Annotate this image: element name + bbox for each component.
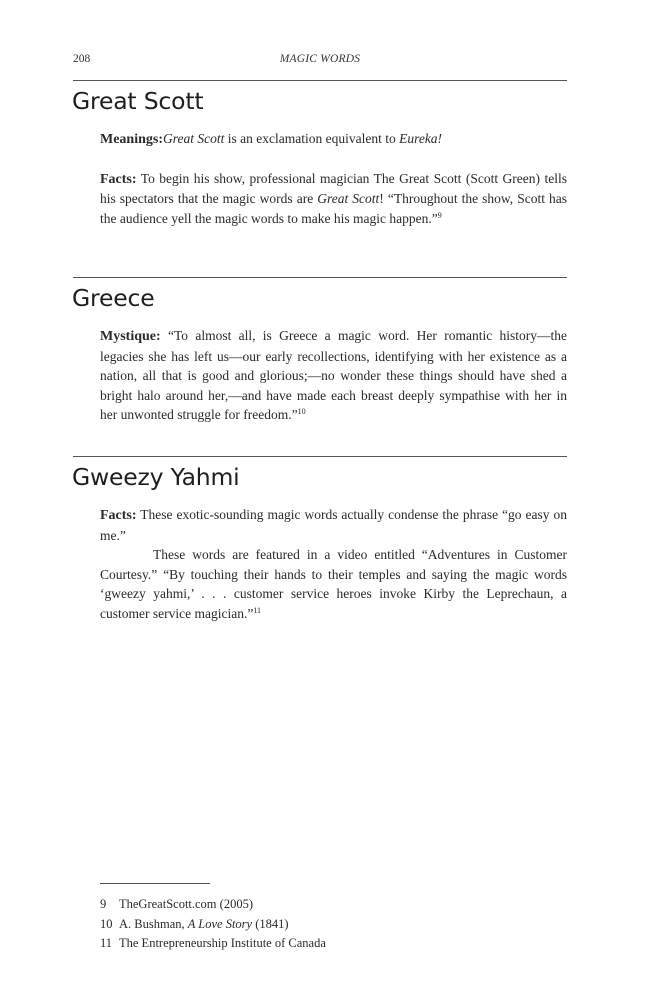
entry-body: [100, 129, 567, 228]
text-run: These words are featured in a video entitled “Adventures in Customer Courtesy.” “By touching their hands to their temples and saying the magic words ‘gweezy yahmi,’ . . . customer service heroes invoke Kirby the Leprechaun, a customer service magician.”: [100, 547, 567, 621]
footnote-number: 11: [100, 936, 113, 950]
entry-divider: [73, 456, 567, 457]
entry-body: [100, 326, 567, 425]
text-run: (1841): [252, 916, 289, 931]
text-run: To begin his show, professional magician The Great Scott (Scott Green) tells his spectators that the magic words are: [100, 170, 567, 206]
footnote-number: 10: [100, 916, 113, 931]
text-run: “To almost all, is Greece a magic word. Her romantic history—the legacies she has left us—our early recollections, identifying with her existence as a nation, all that is good and glorious;—no wonder these things should have shed a bright halo around her,—and have made each breast deeply sympathise with her in her unwonted struggle for freedom.”: [100, 328, 567, 422]
text-run: These exotic-sounding magic words actually condense the phrase “go easy on me.”: [100, 507, 567, 543]
facts-paragraph: [100, 505, 567, 545]
footnote: [100, 915, 560, 935]
entry-greece: [73, 277, 567, 425]
footnote-divider: [100, 883, 210, 884]
continuation-paragraph: [100, 545, 567, 623]
entry-label: Mystique:: [100, 329, 161, 344]
entry-title: Great Scott: [72, 87, 204, 115]
text-run: is an exclamation equivalent to: [224, 131, 400, 146]
running-title: MAGIC WORDS: [279, 53, 361, 65]
entry-great-scott: [73, 80, 567, 228]
entry-title: Gweezy Yahmi: [72, 463, 240, 491]
text-run: A. Bushman,: [119, 916, 188, 931]
italic-text: Eureka!: [399, 131, 443, 146]
entry-divider: [73, 80, 567, 81]
entry-gweezy-yahmi: [73, 456, 567, 623]
text-run: ! “Throughout the show, Scott has the audience yell the magic words to make his magic happen.”: [100, 191, 567, 226]
italic-text: Great Scott: [163, 131, 225, 146]
entry-divider: [73, 277, 567, 278]
entry-label: Facts:: [100, 508, 137, 523]
running-head: [73, 53, 567, 69]
footnotes: [100, 895, 560, 954]
entry-title: Greece: [72, 284, 155, 312]
text-run: The Entrepreneurship Institute of Canada: [119, 936, 326, 950]
mystique-paragraph: [100, 326, 567, 425]
footnote-text: [119, 915, 289, 935]
footnote-ref: 11: [253, 605, 262, 615]
footnote-text: [119, 895, 253, 915]
italic-text: A Love Story: [187, 916, 253, 931]
footnote: [100, 934, 560, 954]
italic-text: Great Scott: [317, 191, 380, 206]
meanings-paragraph: [100, 129, 567, 150]
footnote-text: [119, 934, 326, 954]
facts-paragraph: [100, 169, 567, 229]
footnote-number: 9: [100, 897, 107, 911]
page-number: 208: [73, 53, 91, 65]
text-run: TheGreatScott.com (2005): [119, 897, 253, 911]
entry-body: [100, 505, 567, 623]
entry-label: Facts:: [100, 171, 137, 187]
footnote: [100, 895, 560, 915]
footnote-ref: 9: [437, 210, 442, 220]
entry-label: Meanings:: [100, 132, 163, 147]
footnote-ref: 10: [297, 407, 306, 416]
